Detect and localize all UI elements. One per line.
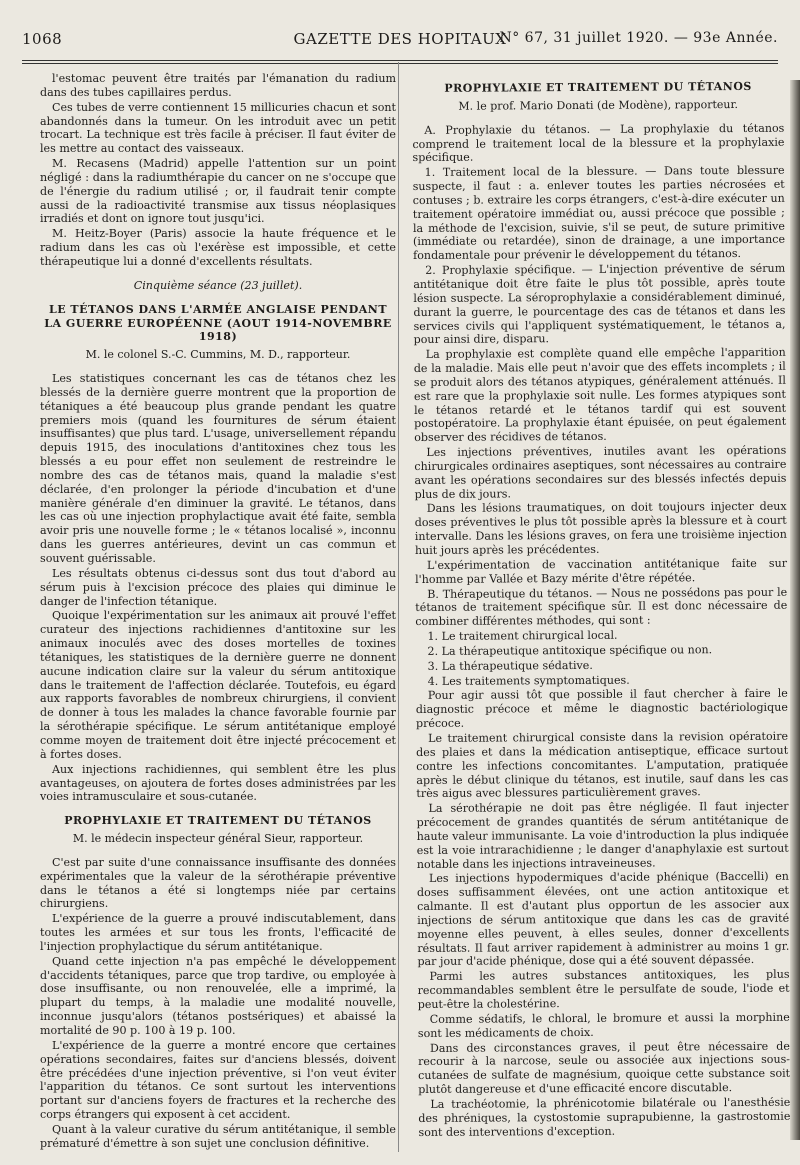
issue-info: N° 67, 31 juillet 1920. — 93e Année. — [499, 30, 778, 46]
paragraph: 1. Traitement local de la blessure. — Dans toute blessure suspecte, il faut : a. enlever toutes les parties nécrosées et contuses ; b. extraire les corps étrangers, c'est-à-dire exécuter un traitement opératoire immédiat ou, aussi précoce que possible ; la méthode de l'excision, suivie, s'il se peut, de suture primitive (immédiate ou retardée), sinon de drainage, a une importance fondamentale pour prévenir le développement du tétanos. — [412, 163, 786, 263]
paragraph: La prophylaxie est complète quand elle empêche l'apparition de la maladie. Mais elle peut n'avoir que des effets incomplets ; il se produit alors des tétanos atypiques, généralement atténués. Il est rare que la prophylaxie soit nulle. Les formes atypiques sont le tétanos retardé et le tétanos tardif qui est souvent postopératoire. La prophylaxie étant épuisée, on peut également observer des récidives de tétanos. — [413, 345, 787, 445]
list-item: 4. Les traitements symptomatiques. — [427, 673, 630, 688]
paragraph: Parmi les autres substances antitoxiques, les plus recommandables semblent être le persulfate de soude, l'iode et peut-être la cholestérine. — [417, 968, 790, 1011]
list-item: 3. La thérapeutique sédative. — [427, 658, 593, 673]
section-rapporteur: M. le médecin inspecteur général Sieur, rapporteur. — [72, 832, 364, 846]
section-title: LE TÉTANOS DANS L'ARMÉE ANGLAISE PENDANT LA GUERRE EUROPÉENNE (AOUT 1914-NOVEMBRE 1918) — [44, 302, 392, 344]
paragraph: Dans des circonstances graves, il peut être nécessaire de recourir à la narcose, seule ou associée aux injections sous-cutanées de sulfate de magnésium, quoique cette substance soit plutôt dangereuse et d'une efficacité encore discutable. — [418, 1039, 791, 1097]
paragraph: Les injections préventives, inutiles avant les opérations chirurgicales ordinaires aseptiques, sont nécessaires au contraire avant les opérations secondaires sur des blessés infectés depuis plus de dix jours. — [414, 443, 787, 501]
paragraph: Les statistiques concernant les cas de tétanos chez les blessés de la dernière guerre montrent que la proportion de tétaniques a été beaucoup plus grande pendant les quatre premiers mois (quand les fournitures de sérum étaient insuffisantes) que plus tard. L'usage, universellement répandu depuis 1915, des inoculations d'antitoxines chez tous les blessés a eu pour effet non seulement de restreindre le nombre des cas de tétanos mais, quand la maladie s'est déclarée, d'en prolonger la période d'incubation et d'une manière générale d'en diminuer la gravité. Le tétanos, dans les cas où une injection prophylactique avait été faite, sembla avoir pris une nouvelle forme ; le « tétanos localisé », inconnu dans les guerres antérieures, devint un cas commun et souvent guérissable. — [40, 372, 396, 565]
paragraph: Pour agir aussi tôt que possible il faut chercher à faire le diagnostic précoce et même le diagnostic bactériologique précoce. — [415, 687, 788, 731]
paragraph: La trachéotomie, la phrénicotomie bilatérale ou l'anesthésie des phréniques, la cystostomie suprapubienne, la gastrostomie sont des interventions d'exception. — [418, 1095, 791, 1139]
paragraph: L'expérimentation de vaccination antitétanique faite sur l'homme par Vallée et Bazy mérite d'être répétée. — [415, 556, 788, 586]
list-item: 2. La thérapeutique antitoxique spécifique ou non. — [427, 643, 713, 658]
header-rule-double — [22, 63, 778, 64]
paragraph: B. Thérapeutique du tétanos. — Nous ne possédons pas pour le tétanos de traitement spécifique sûr. Il est donc nécessaire de combiner différentes méthodes, qui sont : — [415, 585, 788, 629]
page-edge-shadow — [790, 80, 800, 1140]
paragraph: Quand cette injection n'a pas empêché le développement d'accidents tétaniques, parce que trop tardive, ou employée à dose insuffisante, ou non renouvelée, elle a imprimé, la plupart du temps, à la maladie une modalité nouvelle, inconnue jusqu'alors (tétanos postsériques) et abaissé la mortalité de 90 p. 100 à 19 p. 100. — [40, 954, 396, 1037]
paragraph: Les résultats obtenus ci-dessus sont dus tout d'abord au sérum puis à l'excision précoce des plaies qui diminue le danger de l'infection tétanique. — [40, 566, 396, 608]
paragraph: La sérothérapie ne doit pas être négligée. Il faut injecter précocement de grandes quantités de sérum antitétanique de haute valeur immunisante. La voie d'introduction la plus indiquée est la voie intrarachidienne ; le danger d'anaphylaxie est surtout notable dans les injections intraveineuses. — [416, 799, 789, 871]
paragraph: Les injections hypodermiques d'acide phénique (Baccelli) en doses suffisamment élevées, ont une action antitoxique et calmante. Il est d'autant plus opportun de les associer aux injections de sérum antitoxique que dans les cas de gravité moyenne elles peuvent, à elles seules, donner d'excellents résultats. Il faut arriver rapidement à administrer au moins 1 gr. par jour d'acide phénique, dose qui a été souvent dépassée. — [416, 870, 790, 969]
header-rule — [22, 60, 778, 61]
paragraph: C'est par suite d'une connaissance insuffisante des données expérimentales que la valeur de la sérothérapie préventive dans le tétanos a été si longtemps niée par certains chirurgiens. — [40, 855, 396, 911]
section-title: PROPHYLAXIE ET TRAITEMENT DU TÉTANOS — [444, 79, 752, 95]
journal-title: GAZETTE DES HOPITAUX — [293, 30, 507, 48]
session-heading: Cinquième séance (23 juillet). — [133, 278, 303, 292]
paragraph: Quant à la valeur curative du sérum antitétanique, il semble prématuré d'émettre à son sujet une conclusion définitive. — [40, 1122, 396, 1150]
section-rapporteur: M. le colonel S.-C. Cummins, M. D., rapporteur. — [85, 348, 351, 362]
paragraph: Comme sédatifs, le chloral, le bromure et aussi la morphine sont les médicaments de choix. — [417, 1010, 790, 1040]
section-title: PROPHYLAXIE ET TRAITEMENT DU TÉTANOS — [64, 814, 372, 828]
paragraph: Aux injections rachidiennes, qui semblent être les plus avantageuses, on ajoutera de fortes doses administrées par les voies intramusculaire et sous-cutanée. — [40, 762, 396, 804]
paragraph: Le traitement chirurgical consiste dans la revision opératoire des plaies et dans la médication antiseptique, efficace surtout contre les infections concomitantes. L'amputation, pratiquée après le début clinique du tétanos, est inutile, sauf dans les cas très aigus avec blessures particulièrement graves. — [416, 729, 789, 801]
paragraph: 2. Prophylaxie spécifique. — L'injection préventive de sérum antitétanique doit être faite le plus tôt possible, après toute lésion suspecte. La séroprophylaxie a considérablement diminué, durant la guerre, le pourcentage des cas de tétanos et dans les services civils qui l'appliquent systématiquement, le tétanos a, pour ainsi dire, disparu. — [413, 261, 786, 347]
paragraph: L'expérience de la guerre a prouvé indiscutablement, dans toutes les armées et sur tous les fronts, l'efficacité de l'injection prophylactique du sérum antitétanique. — [40, 912, 396, 953]
paragraph: M. Heitz-Boyer (Paris) associe la haute fréquence et le radium dans les cas où l'exérèse est impossible, et cette thérapeutique lui a donné d'excellents résultats. — [40, 227, 396, 268]
section-rapporteur: M. le prof. Mario Donati (de Modène), rapporteur. — [458, 97, 739, 113]
paragraph: A. Prophylaxie du tétanos. — La prophylaxie du tétanos comprend le traitement local de la blessure et la prophylaxie spécifique. — [412, 121, 785, 165]
page-header — [22, 30, 778, 58]
right-column — [412, 70, 791, 1141]
paragraph: Quoique l'expérimentation sur les animaux ait prouvé l'effet curateur des injections rachidiennes d'antitoxine sur les animaux inoculés avec des doses mortelles de toxines tétaniques, les statistiques de la dernière guerre ne donnent aucune indication claire sur la valeur du sérum antitoxique dans le traitement de l'affection déclarée. Toutefois, eu égard aux rapports favorables de nombreux chirurgiens, il convient de donner à tous les malades la chance favorable fournie par la sérothérapie spécifique. Le sérum antitétanique employé comme moyen de traitement doit être injecté précocement et à fortes doses. — [40, 609, 396, 761]
paragraph: L'expérience de la guerre a montré encore que certaines opérations secondaires, faites sur d'anciens blessés, doivent être précédées d'une injection préventive, si l'on veut éviter l'apparition du tétanos. Ce sont surtout les interventions portant sur d'anciens foyers de fractures et la recherche des corps étrangers qui exposent à cet accident. — [40, 1038, 396, 1122]
left-column — [40, 72, 396, 1152]
page-number: 1068 — [22, 30, 63, 48]
column-divider — [398, 62, 399, 1152]
paragraph: M. Recasens (Madrid) appelle l'attention sur un point négligé : dans la radiumthérapie du cancer on ne s'occupe que de l'énergie du radium utilisé ; or, il faudrait tenir compte aussi de la radioactivité transmise aux tissus néoplasiques irradiés et dont on ignore tout jusqu'ici. — [40, 157, 396, 226]
paragraph: Ces tubes de verre contiennent 15 millicuries chacun et sont abandonnés dans la tumeur. On les introduit avec un petit trocart. La technique est très facile à préciser. Il faut éviter de les mettre au contact des vaisseaux. — [40, 100, 396, 156]
paragraph: Dans les lésions traumatiques, on doit toujours injecter deux doses préventives le plus tôt possible après la blessure et à court intervalle. Dans les lésions graves, on fera une troisième injection huit jours après les précédentes. — [414, 500, 787, 557]
paragraph: l'estomac peuvent être traités par l'émanation du radium dans des tubes capillaires perdus. — [40, 72, 396, 99]
list-item: 1. Le traitement chirurgical local. — [427, 628, 618, 643]
